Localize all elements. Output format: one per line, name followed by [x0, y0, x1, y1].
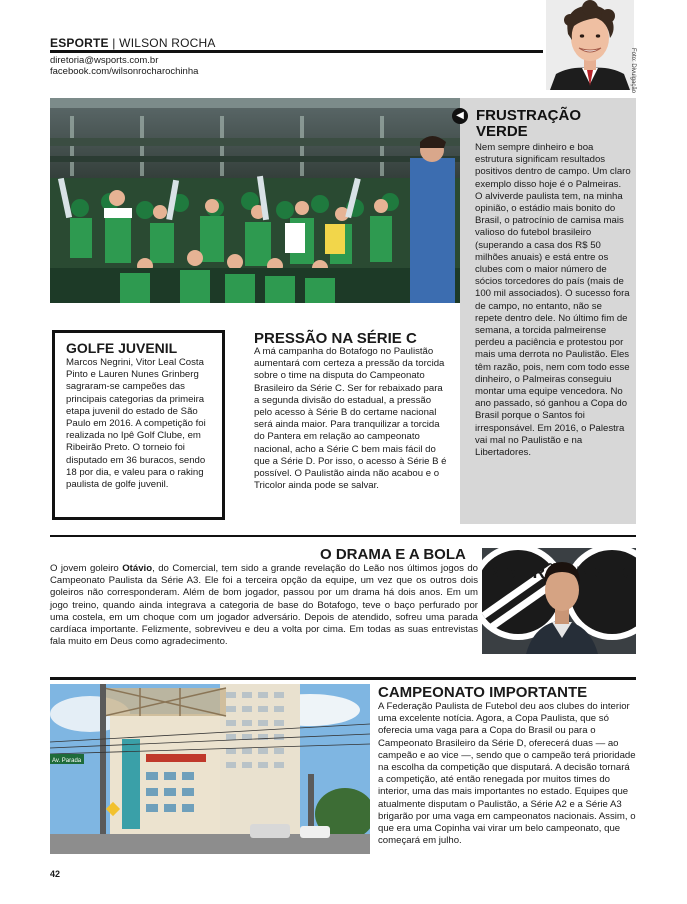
golf-title: GOLFE JUVENIL [66, 340, 178, 356]
sidebar-body: Nem sempre dinheiro e boa estrutura significam resultados positivos dentro de campo. Um claro exemplo disso hoje é o Palmeiras. O alviverde paulista tem, na minha opinião, o estádio mais bonito do Brasil, o patrocínio de camisa mais valioso do futebol brasileiro (superando a casa dos R$ 50 milhões anuais) e está entre os clubes com o maior número de sócios torcedores do país (mais de 100 mil associados). O sucesso fora de campo, no entanto, não se repete dentro dele. No último fim de semana, a torcida palmeirense perdeu a paciência e protestou por mais uma derrota no Paulistão. Eles têm razão, pois, nem com todo esse dinheiro, o Palmeiras conseguiu montar uma equipe vencedora. No ano passado, só ganhou a Copa do Brasil porque o Santos foi irresponsável. Em 2016, o Palestra vai mal no Paulistão e na Libertadores. [475, 142, 631, 459]
goalkeeper-photo [482, 548, 636, 654]
drama-body [50, 563, 478, 648]
campeonato-title: CAMPEONATO IMPORTANTE [378, 684, 588, 701]
author-facebook[interactable]: facebook.com/wilsonrocharochinha [50, 66, 199, 77]
section-separator: | [112, 36, 116, 50]
section-header [50, 36, 216, 50]
drama-body-rest: , do Comercial, tem sido a grande revelação do Leão nos últimos jogos do Campeonato Paulista da Série A3. Ele foi a terceira opção da equipe, um vez que os outros dois goleiros não corresponderam. Além de bom jogador, passou por um drama há dois anos. Em um jogo treino, quando ainda integrava a categoria de base do Botafogo, teve o baço perfurado por uma costela, em um choque com um jogador adversário. Depois de atendido, sofreu uma parada cardíaca importante. Felizmente, sobreviveu e deu a volta por cima. Em todas as suas entrevistas fala muito em Deus como agradecimento. [50, 563, 478, 648]
page-number: 42 [50, 869, 61, 879]
author-email[interactable]: diretoria@wsports.com.br [50, 55, 159, 66]
campeonato-rule [50, 677, 636, 680]
author-photo [546, 0, 634, 90]
campeonato-body: A Federação Paulista de Futebol deu aos clubes do interior uma excelente notícia. Agora, a Copa Paulista, que só oferecia uma vaga para a Copa do Brasil ou para o Campeonato Brasileiro da Série D, oferecerá duas — ao campeão e ao vice —, sendo que o campeão terá prioridade na escolha da competição que disputará. A decisão tornará a competição, até então renegada por muitos times do interior, uma das mais importantes no estado. Equipes que atualmente disputam o Paulistão, a Série A2 e a Série A3 brigarão por uma vaga em campeonatos nacionais. Assim, o que era uma Copinha vai virar um belo campeonato, que começará em julho. [378, 701, 636, 847]
pressao-title: PRESSÃO NA SÉRIE C [254, 330, 417, 347]
federation-building-photo [50, 684, 370, 854]
street-sign-text: Av. Parada [52, 758, 82, 764]
drama-player-name: Otávio [122, 563, 153, 574]
drama-rule [50, 535, 636, 537]
drama-title: O DRAMA E A BOLA [320, 546, 466, 563]
header-rule [50, 50, 543, 53]
sidebar-title: FRUSTRAÇÃO VERDE [476, 107, 581, 140]
stadium-crowd-photo [50, 98, 460, 303]
photo-credit: Foto: Divulgação [630, 48, 636, 94]
section-name: ESPORTE [50, 36, 109, 50]
drama-body-start: O jovem goleiro [50, 563, 123, 574]
author-name: WILSON ROCHA [119, 36, 216, 50]
arrow-left-icon: ◀ [452, 108, 468, 124]
golf-body: Marcos Negrini, Vitor Leal Costa Pinto e Lauren Nunes Grinberg sagraram-se campeões das principais categorias da primeira etapa juvenil do estado de São Paulo em 2016. A competição foi realizada no Ipê Golf Clube, em Ribeirão Preto. O torneio foi disputado em 36 buracos, sendo 18 por dia, e valeu para o raking paulista de golfe juvenil. [66, 357, 206, 491]
pressao-body: A má campanha do Botafogo no Paulistão aumentará com certeza a pressão da torcida sobre o time na disputa do Campeonato Brasileiro da Série C. Ser for rebaixado para a segunda divisão do estadual, a pressão pelo acesso à Série B do certame nacional será ainda maior. Para tranquilizar a torcida do Pantera em relação ao campeonato nacional, acho a Série C bem mais fácil do que a Série D. Por isso, o acesso à Série B é possível. O Paulistão ainda não acabou e o Tricolor ainda pode se salvar. [254, 346, 447, 492]
author-contacts [50, 55, 198, 77]
